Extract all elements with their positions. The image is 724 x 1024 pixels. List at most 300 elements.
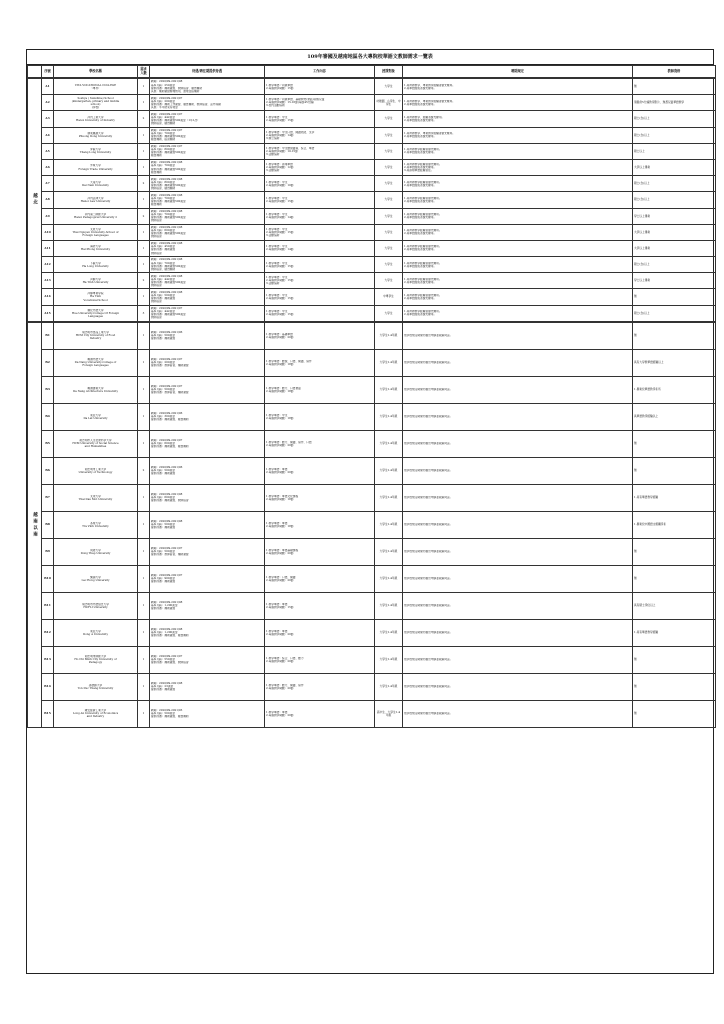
row-id: B14 [42,673,54,700]
work-line: 2.每週教學時數：20節 [266,335,294,339]
column-header: 序號 [42,66,54,78]
school-name-line: 峴港外語大學 [87,358,104,362]
terms-line: 基本月薪：1,200美金 [151,604,178,608]
terms-line: 膳食補助、宿舍補助 [151,138,176,142]
column-header: 學校名稱 [54,66,138,78]
work-cell [265,322,375,349]
row-id: B12 [42,619,54,646]
school-name [54,646,138,673]
work-line: 2.每週教學時數：15節 [266,118,294,122]
terms-line: 基本月薪：442美金 [151,115,175,119]
qualification: 無 [633,538,716,565]
work-line: 3.校內活動協助 [266,104,285,108]
school-name-line: 順化外語大學 [87,308,104,312]
terms-line: 聘期：2020/09-2021/08 [151,274,183,278]
rules-line: 依學校規定時間內提出申請並敘薪同意。 [404,712,453,716]
rules-cell [403,457,633,484]
target-students: 大學生 [375,143,403,159]
row-id: B4 [42,403,54,430]
qualification: 無 [633,457,716,484]
rules-line: 2.具華語證照者優先錄用。 [404,264,437,268]
school-name-line: 昇龍大學 [90,148,101,152]
terms-cell [150,700,265,727]
rules-line: 依學校規定時間內提出申請並敘薪同意。 [404,496,453,500]
work-cell [265,349,375,376]
rules-line: 依學校規定時間內提出申請並敘薪同意。 [404,577,453,581]
table-row [28,305,716,321]
school-name-line: and Industry [86,715,105,719]
terms-cell [150,305,265,321]
terms-line: 基本月薪：600美金 [151,442,175,446]
terms-line: 基本月薪：700美金 [151,213,175,216]
target-students: 大學生 [375,240,403,256]
terms-line: 膳食補助 [151,170,162,174]
terms-cell [150,273,265,289]
rules-cell [403,289,633,305]
terms-cell [150,511,265,538]
school-name-line: Pedagogy [88,661,103,665]
work-cell [265,592,375,619]
school-name-line: Foreign Trade University [78,167,113,171]
teacher-count: 2 [138,111,150,127]
qualification: 無 [633,646,716,673]
school-name-line: 孫德勝大學 [88,683,103,687]
terms-line: 基本月薪：700美金 [151,164,175,168]
school-name-line: 胡志明市工業大學 [84,467,107,471]
column-header: 授課對象 [375,66,403,78]
terms-line: 基本月薪：800美金 [151,148,175,152]
work-cell [265,457,375,484]
rules-cell [403,79,633,95]
rules-line: 2.具華語證照者優先錄用。 [404,297,437,301]
row-id: A11 [42,240,54,256]
school-name-line: Thai Nguyen University-School of [72,230,119,234]
column-header: 工作內容 [265,66,375,78]
work-line: 1.教學華語：中文 [266,196,288,200]
work-line: 1.教學華語：聽力、閱讀、寫作 [266,683,304,687]
work-cell [265,305,375,321]
school-name-line: 東亞大學 [90,629,101,633]
terms-line: 基本月薪：550美金 [151,658,175,662]
target-students: 大學生1-4年級 [375,538,403,565]
rules-line: 依學校規定時間內提出申請並敘薪同意。 [404,550,453,554]
terms-line: 聘期：2020/09-2021/07 [151,655,183,659]
table-row [28,349,716,376]
work-cell [265,619,375,646]
qualification: 碩士(含)以上 [633,176,716,192]
terms-line: 提供待遇：補助簽證 [151,580,176,584]
table-row [28,159,716,175]
qualification: 大學以上畢業 [633,224,716,240]
school-name-line: 外貿大學 [90,164,101,168]
terms-line: 提供待遇：補助簽證、教師宿舍 [151,661,189,665]
school-name-line: 同塔大學 [90,548,101,552]
school-name [54,592,138,619]
work-cell [265,273,375,289]
rules-line: 1.具實際教學經驗者優先錄用。 [404,213,442,216]
teacher-count: 1 [138,192,150,208]
work-line: 1.教學華語：華語 [266,602,288,606]
rules-line: 1.具實際教學經驗者優先錄用。 [404,148,442,152]
work-line: 3.活動協助 [266,169,280,173]
school-name [54,538,138,565]
teacher-count: 1 [138,224,150,240]
work-line: 2.每週教學時數：14節 [266,216,294,220]
teacher-count: 1 [138,484,150,511]
row-id: B3 [42,376,54,403]
terms-cell [150,322,265,349]
school-name [54,430,138,457]
work-line: 1.教學華語：聽說、口語、閱讀、寫作 [266,359,312,363]
terms-line: 基本月薪：900美金 [151,577,175,581]
teacher-count: 1 [138,289,150,305]
school-name [54,143,138,159]
work-line: 1.教學華語：華語文化課程 [266,494,299,498]
rules-line: 1.具實際教學經驗者優先錄用。 [404,229,442,233]
terms-cell [150,430,265,457]
terms-line: 提供待遇：補助簽證、膳食補助 [151,445,189,449]
rules-line: 2.具華語證照者優先錄用。 [404,151,437,155]
rules-cell [403,159,633,175]
target-students: 幼稚園、小學生、中學生 [375,95,403,111]
school-name-line: 茶榮大學 [90,521,101,525]
school-name-line: 太原大學 [90,227,101,231]
terms-line: 聘期：2020/09-2021/05 [151,709,183,713]
work-line: 1.教學華語：中文 [266,115,288,119]
rules-line: 依學校規定時間內提出申請並敘薪同意。 [404,442,453,446]
qualification: 無 [633,430,716,457]
terms-line: 聘期：2020/09-2021/08 [151,290,183,294]
work-line: 2.每週教學時數：14節 [266,248,294,252]
work-line: 2.每週教學時數：12節 [266,165,294,169]
school-name-line: Languages [88,314,103,318]
work-line: 2.每週教學時數：20節 [266,551,294,555]
school-name-line: Thai Dau Mot University [78,497,113,501]
rules-line: 依學校規定時間內提出申請並敘薪同意。 [404,415,453,419]
work-line: 1.教學華語：中文 [266,276,288,280]
terms-line: 提供待遇：補助簽證500美金 [151,216,186,220]
row-id: A1 [42,79,54,95]
school-name-line: 大南大學 [90,180,101,184]
rules-line: 依學校規定時間內提出申請並敘薪同意。 [404,631,453,635]
terms-line: 聘期：2020/09-2021/07 [151,574,183,578]
row-id: B9 [42,538,54,565]
work-line: 1.教學華語：中文 [266,261,288,265]
rules-cell [403,538,633,565]
qualification: 1.畢業於中國語文相關學系 [633,511,716,538]
qualification: 無 [633,79,716,95]
work-line: 1.教學華語：中文 [266,245,288,249]
school-name-line: school) [90,102,101,106]
row-id: A6 [42,159,54,175]
teacher-count: 1 [138,565,150,592]
terms-line: 基本月薪：500美金 [151,469,175,473]
north-region-table [27,78,716,322]
rules-cell [403,257,633,273]
table-row [28,289,716,305]
teacher-count: 1 [138,349,150,376]
rules-cell [403,565,633,592]
terms-line: 聘期：2020/09-2021/08 [151,242,183,246]
rules-line: 1.具實際教學經驗者優先錄用。 [404,261,442,265]
terms-line: 提供待遇：補助簽證 [151,688,176,692]
teacher-count: 1 [138,376,150,403]
work-line: 2.每週教學時數：15-16節(每節45分鐘) [266,101,315,105]
rules-cell [403,143,633,159]
teacher-count: 1 [138,257,150,273]
rules-line: 2.具華語證照者優先錄用。 [404,86,437,90]
rules-line: 1.具實際教學經驗者優先錄用。 [404,245,442,249]
school-name-line: 東亞大學 [90,413,101,417]
work-line: 2.每週教學時數：18節 [266,362,294,366]
teacher-count: 1 [138,127,150,143]
rules-cell [403,673,633,700]
terms-line: 教師宿舍 [151,251,162,255]
terms-line: 聘期：2020/09-2021/06 [151,466,183,470]
terms-line: 基本月薪：1,200美金 [151,631,178,635]
target-students: 大學生 [375,208,403,224]
terms-line: 提供待遇：補助簽證500美金 [151,135,186,139]
column-header [28,66,42,78]
terms-line: 提供待遇：補助工作簽證、膳食補助、教師宿舍、意外保險 [151,102,221,106]
terms-cell [150,208,265,224]
terms-line: 提供待遇：教師宿舍、補助簽證 [151,391,189,395]
terms-line: 教師宿舍 [151,316,162,320]
terms-line: 基本月薪：300美金 [151,415,175,419]
qualification: 碩士(含)以上 [633,305,716,321]
terms-cell [150,159,265,175]
teacher-count: 2 [138,273,150,289]
work-line: 2.每週教學時數：14節 [266,133,294,137]
school-name [54,95,138,111]
rules-cell [403,208,633,224]
work-line: 3.活動協助 [266,282,280,286]
terms-cell [150,95,265,111]
target-students: 大學生 [375,111,403,127]
rules-cell [403,322,633,349]
school-name-line: Tra Vinh University [82,524,109,528]
school-name-line: 隆安經濟工業大學 [84,709,107,713]
work-line: 1.教學華語：華語 [266,629,288,633]
work-line: 2.每週教學時數：20節 [266,443,294,447]
work-cell [265,257,375,273]
region-label: 越北 [28,79,42,322]
work-line: 3.活動協助 [266,233,280,237]
terms-line: 提供待遇：補助簽證500美金 [151,313,186,317]
school-name-line: HCM University of Social Science [72,442,119,446]
school-name-line: Long An University of Economics [72,712,119,716]
work-cell [265,127,375,143]
table-row [28,376,716,403]
terms-line: 膳食補助 [151,203,162,206]
rules-cell [403,127,633,143]
qualification: 學士以上畢業 [633,208,716,224]
table-row [28,257,716,273]
work-cell [265,376,375,403]
terms-cell [150,192,265,208]
school-name [54,208,138,224]
target-students: 大學生 [375,192,403,208]
work-line: 2.每週教學時數：18節 [266,389,294,393]
table-row [28,403,716,430]
school-name-line: 河內第二師範大學 [84,213,107,216]
teacher-count: 1 [138,646,150,673]
terms-line: 教師宿舍、膳食補助 [151,122,176,126]
table-row [28,95,716,111]
terms-cell [150,592,265,619]
terms-line: 提供待遇：補助簽證 [151,337,176,341]
document-title: 109年審國及越南地區各大專院校華語文教師需求一覽表 [27,50,713,65]
rules-cell [403,240,633,256]
rules-cell [403,349,633,376]
terms-cell [150,565,265,592]
terms-line: 聘期：2020/09-2021/08 [151,80,183,84]
work-line: 1.教學華語：華語 [266,521,288,525]
terms-line: 提供待遇：補助簽證 [151,472,176,476]
rules-line: 2.具華語證照者優先錄用。 [404,280,437,284]
target-students: 大學生1-4年級 [375,646,403,673]
terms-line: 聘期：2020/09-2021/07 [151,128,183,132]
work-line: 2.每週教學時數：10節 [266,183,294,187]
terms-line: 提供待遇：教師宿舍、補助簽證 [151,553,189,557]
work-line: 2.每週教學時數：20節 [266,470,294,474]
school-name [54,224,138,240]
work-cell [265,224,375,240]
work-cell [265,289,375,305]
terms-line: 提供待遇：補助簽證 [151,297,176,301]
terms-line: 聘期：2020/09-2021/07 [151,145,183,149]
school-name [54,619,138,646]
school-name [54,289,138,305]
target-students: 大學生 [375,257,403,273]
rules-line: 1.具實際教學經驗者優先錄用。 [404,277,442,281]
school-name-line: Ha Tinh [90,295,101,299]
school-name [54,305,138,321]
school-name-line: (kindergarten, primary and middle [71,99,120,103]
rules-line: 2.具華語證照者優先錄用。 [404,313,437,317]
work-line: 2.每週教學時數：18節 [266,524,294,528]
terms-line: 聘期：2020/09-2021/08 [151,209,183,213]
work-cell [265,565,375,592]
qualification: 無 [633,322,716,349]
school-name-line: Industry [89,337,102,341]
table-row [28,79,716,95]
row-id: B15 [42,700,54,727]
target-students: 大學生1-4年級 [375,592,403,619]
terms-line: 聘期：2020/09-2021/08 [151,493,183,497]
work-line: 1.教學華語：綜合、口語、聽力 [266,656,304,660]
table-row [28,322,716,349]
row-id: A7 [42,176,54,192]
school-name-line: Hanoi Law University [80,199,111,203]
terms-line: 聘期：2020/09-2021/07 [151,96,183,100]
qualification: 碩士(含)以上 [633,127,716,143]
terms-line: 教師宿舍、膳食補助 [151,186,176,190]
rules-cell [403,646,633,673]
table-row [28,700,716,727]
school-name [54,457,138,484]
table-row [28,646,716,673]
work-line: 1.教學華語：中文口語、閱讀技能、文學 [266,130,315,134]
school-name-line: （專科） [90,86,101,90]
rules-cell [403,619,633,646]
work-line: 1.教學華語：中文 [266,227,288,231]
terms-line: 提供待遇：補助簽證 [151,607,176,611]
rules-line: 依學校規定時間內提出申請並敘薪同意。 [404,334,453,338]
table-row [28,143,716,159]
terms-line: 基本月薪：700美金 [151,196,175,200]
table-row [28,176,716,192]
rules-line: 依學校規定時間內提出申請並敘薪同意。 [404,685,453,689]
work-line: 1.教學華語／初級華語 [266,83,293,87]
work-cell [265,430,375,457]
row-id: A2 [42,95,54,111]
qualification: 無 [633,565,716,592]
terms-line: 提供待遇：補助簽證500美金 [151,232,186,236]
terms-line: 提供待遇：補助簽證500美金 [151,280,186,284]
school-name-line: Hanoi University of Industry [76,118,115,122]
work-line: 1.教學華語：中文 [266,293,288,297]
target-students: 大學生1-4年級 [375,376,403,403]
school-name [54,257,138,273]
target-students: 中專學生 [375,289,403,305]
rules-cell [403,592,633,619]
qualification: 1.具有華語教學經驗 [633,484,716,511]
row-id: A5 [42,143,54,159]
target-students: 大學生1-4年級 [375,484,403,511]
work-line: 1.教學華語：中文聽說讀寫、綜合、華語 [266,146,315,150]
row-id: B11 [42,592,54,619]
school-name-line: 胡志明市食品工業大學 [82,331,109,335]
row-id: B13 [42,646,54,673]
school-name [54,192,138,208]
rules-line: 依學校規定時間內提出申請並敘薪同意。 [404,604,453,608]
terms-cell [150,457,265,484]
work-line: 2.每週教學時數：15節 [266,605,294,609]
target-students: 大學生 [375,273,403,289]
rules-line: 依學校規定時間內提出申請並敘薪同意。 [404,469,453,473]
row-id: A3 [42,111,54,127]
terms-line: 基本月薪：800美金 [151,180,175,184]
teacher-count: 2 [138,457,150,484]
terms-cell [150,240,265,256]
school-name-line: 太乘大學 [90,494,101,498]
table-row [28,565,716,592]
table-row [28,673,716,700]
work-line: 2.每週教學時數：20節 [266,713,294,717]
table-row [28,592,716,619]
terms-cell [150,79,265,95]
rules-line: 1.具實際教學經驗者優先錄用。 [404,180,442,184]
school-name [54,349,138,376]
work-cell [265,192,375,208]
school-name-line: and Humanities [84,445,107,449]
terms-line: 提供待遇：補助簽證500美金 [151,183,186,187]
work-cell [265,538,375,565]
terms-line: 其他：補助簽證辦理費用，當地住宿補助 [151,89,200,93]
qualification: 具有碩士學位以上 [633,592,716,619]
terms-line: 提供待遇：教師宿舍、補助簽證 [151,364,189,368]
rules-cell [403,176,633,192]
qualification: 1.畢業於華語教學系所 [633,376,716,403]
rules-line: 2.具華語證照者優先錄用。 [404,248,437,252]
work-cell [265,176,375,192]
rules-line: 依學校規定時間內提出申請並敘薪同意。 [404,658,453,662]
qualification: 大學以上畢業 [633,240,716,256]
terms-line: 基本月薪：200美金 [151,361,175,365]
qualification: 無 [633,700,716,727]
work-line: 1.教學華語：中文 [266,310,288,314]
